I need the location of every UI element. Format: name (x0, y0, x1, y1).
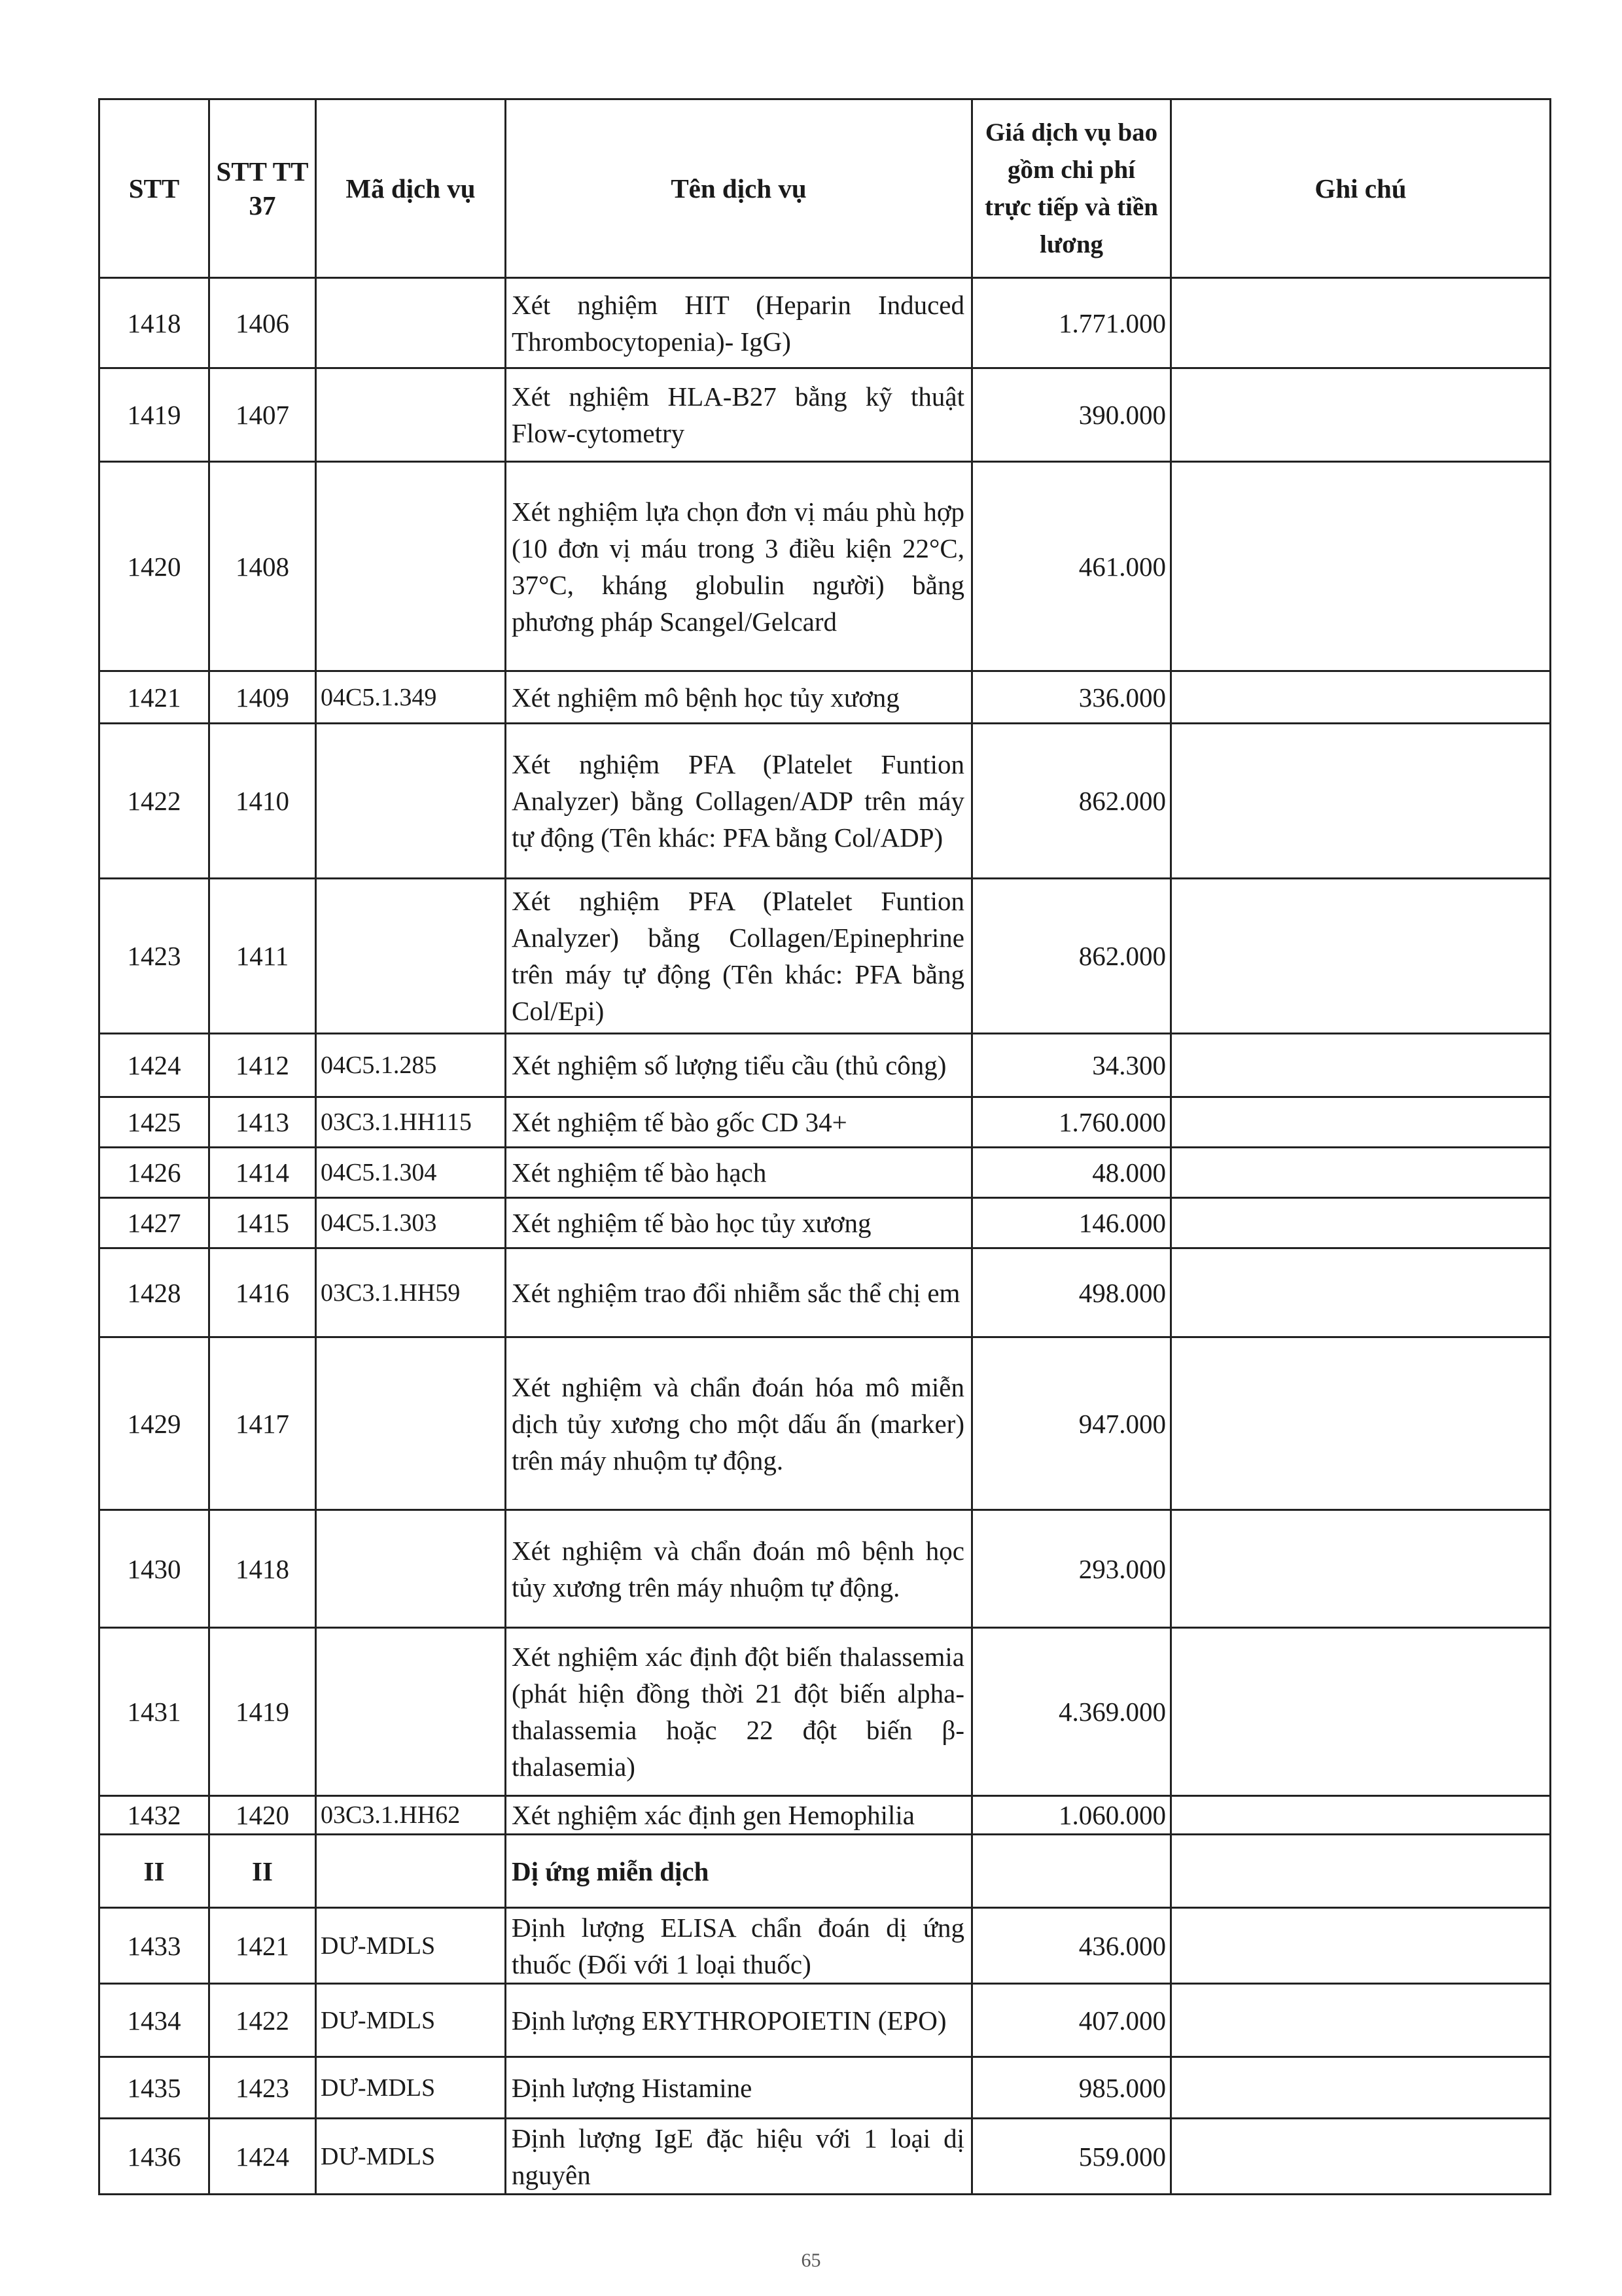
cell-price: 407.000 (972, 1984, 1171, 2057)
cell-service-name: Dị ứng miễn dịch (506, 1835, 972, 1908)
cell-note (1171, 1796, 1551, 1835)
cell-price: 498.000 (972, 1248, 1171, 1337)
section-row (99, 1835, 1551, 1908)
cell-price: 862.000 (972, 879, 1171, 1034)
cell-note (1171, 1337, 1551, 1510)
cell-service-name: Xét nghiệm và chẩn đoán hóa mô miễn dịch tủy xương cho một dấu ấn (marker) trên máy nhuộm tự động. (506, 1337, 972, 1510)
cell-price: 1.760.000 (972, 1097, 1171, 1148)
header-note: Ghi chú (1171, 99, 1551, 278)
cell-stt: 1432 (99, 1796, 209, 1835)
header-stt-tt37: STT TT 37 (209, 99, 316, 278)
table-body (99, 278, 1551, 2195)
cell-service-name: Xét nghiệm xác định gen Hemophilia (506, 1796, 972, 1835)
cell-price: 336.000 (972, 671, 1171, 724)
price-table-sheet (98, 98, 1549, 2195)
cell-note (1171, 1198, 1551, 1248)
cell-service-name: Định lượng IgE đặc hiệu với 1 loại dị nguyên (506, 2119, 972, 2195)
cell-stt-tt37: 1410 (209, 724, 316, 879)
table-row (99, 1628, 1551, 1796)
cell-service-name: Xét nghiệm số lượng tiểu cầu (thủ công) (506, 1034, 972, 1097)
table-row (99, 1034, 1551, 1097)
header-service-code: Mã dịch vụ (316, 99, 506, 278)
table-row (99, 1198, 1551, 1248)
service-price-table (98, 98, 1551, 2195)
cell-stt: 1435 (99, 2057, 209, 2119)
cell-service-name: Xét nghiệm tế bào học tủy xương (506, 1198, 972, 1248)
table-row (99, 1097, 1551, 1148)
table-row (99, 1337, 1551, 1510)
cell-note (1171, 1510, 1551, 1628)
cell-service-code: 04C5.1.303 (316, 1198, 506, 1248)
cell-service-code: 04C5.1.285 (316, 1034, 506, 1097)
cell-price: 559.000 (972, 2119, 1171, 2195)
cell-note (1171, 1835, 1551, 1908)
cell-service-code: 03C3.1.HH115 (316, 1097, 506, 1148)
cell-stt-tt37: 1408 (209, 462, 316, 671)
cell-price: 1.771.000 (972, 278, 1171, 368)
table-row (99, 1908, 1551, 1984)
cell-stt: 1433 (99, 1908, 209, 1984)
table-row (99, 1248, 1551, 1337)
cell-service-code: DƯ-MDLS (316, 1908, 506, 1984)
cell-service-name: Xét nghiệm tế bào hạch (506, 1148, 972, 1198)
table-row (99, 1984, 1551, 2057)
cell-service-name: Định lượng ELISA chẩn đoán dị ứng thuốc (Đối với 1 loại thuốc) (506, 1908, 972, 1984)
cell-stt: 1427 (99, 1198, 209, 1248)
cell-stt-tt37: 1423 (209, 2057, 316, 2119)
cell-stt-tt37: 1412 (209, 1034, 316, 1097)
header-row (99, 99, 1551, 278)
cell-service-code (316, 724, 506, 879)
cell-stt: 1426 (99, 1148, 209, 1198)
cell-stt-tt37: 1417 (209, 1337, 316, 1510)
cell-price (972, 1835, 1171, 1908)
cell-stt: 1422 (99, 724, 209, 879)
cell-stt-tt37: 1419 (209, 1628, 316, 1796)
cell-service-name: Xét nghiệm PFA (Platelet Funtion Analyzer) bằng Collagen/ADP trên máy tự động (Tên khác: PFA bằng Col/ADP) (506, 724, 972, 879)
cell-note (1171, 724, 1551, 879)
table-row (99, 724, 1551, 879)
table-row (99, 1148, 1551, 1198)
cell-stt-tt37: 1416 (209, 1248, 316, 1337)
table-row (99, 462, 1551, 671)
cell-service-name: Xét nghiệm tế bào gốc CD 34+ (506, 1097, 972, 1148)
cell-stt: 1430 (99, 1510, 209, 1628)
cell-stt-tt37: II (209, 1835, 316, 1908)
cell-stt-tt37: 1411 (209, 879, 316, 1034)
cell-stt: 1424 (99, 1034, 209, 1097)
cell-service-name: Xét nghiệm PFA (Platelet Funtion Analyzer) bằng Collagen/Epinephrine trên máy tự động (Tên khác: PFA bằng Col/Epi) (506, 879, 972, 1034)
cell-price: 947.000 (972, 1337, 1171, 1510)
table-row (99, 1796, 1551, 1835)
cell-stt: 1423 (99, 879, 209, 1034)
cell-note (1171, 1148, 1551, 1198)
cell-service-name: Xét nghiệm HIT (Heparin Induced Thrombocytopenia)- IgG) (506, 278, 972, 368)
cell-service-code (316, 1337, 506, 1510)
cell-note (1171, 1984, 1551, 2057)
cell-service-code: 03C3.1.HH59 (316, 1248, 506, 1337)
cell-note (1171, 1628, 1551, 1796)
cell-stt-tt37: 1418 (209, 1510, 316, 1628)
cell-stt-tt37: 1406 (209, 278, 316, 368)
header-stt: STT (99, 99, 209, 278)
cell-service-code: 03C3.1.HH62 (316, 1796, 506, 1835)
table-row (99, 2119, 1551, 2195)
cell-service-name: Xét nghiệm xác định đột biến thalassemia (phát hiện đồng thời 21 đột biến alpha-thalassemia hoặc 22 đột biến β-thalasemia) (506, 1628, 972, 1796)
cell-stt-tt37: 1413 (209, 1097, 316, 1148)
cell-service-name: Xét nghiệm lựa chọn đơn vị máu phù hợp (10 đơn vị máu trong 3 điều kiện 22°C, 37°C, kháng globulin người) bằng phương pháp Scangel/Gelcard (506, 462, 972, 671)
cell-stt-tt37: 1420 (209, 1796, 316, 1835)
cell-service-code: 04C5.1.304 (316, 1148, 506, 1198)
cell-note (1171, 368, 1551, 462)
cell-stt-tt37: 1414 (209, 1148, 316, 1198)
table-row (99, 368, 1551, 462)
cell-price: 862.000 (972, 724, 1171, 879)
cell-stt-tt37: 1407 (209, 368, 316, 462)
cell-price: 1.060.000 (972, 1796, 1171, 1835)
cell-service-name: Định lượng Histamine (506, 2057, 972, 2119)
cell-note (1171, 278, 1551, 368)
cell-note (1171, 462, 1551, 671)
cell-stt: 1421 (99, 671, 209, 724)
header-service-name: Tên dịch vụ (506, 99, 972, 278)
cell-stt-tt37: 1409 (209, 671, 316, 724)
cell-service-code (316, 1628, 506, 1796)
cell-service-name: Định lượng ERYTHROPOIETIN (EPO) (506, 1984, 972, 2057)
table-row (99, 671, 1551, 724)
cell-stt: 1429 (99, 1337, 209, 1510)
cell-service-name: Xét nghiệm trao đổi nhiễm sắc thể chị em (506, 1248, 972, 1337)
cell-service-code: DƯ-MDLS (316, 1984, 506, 2057)
cell-stt: 1418 (99, 278, 209, 368)
cell-price: 461.000 (972, 462, 1171, 671)
table-row (99, 278, 1551, 368)
cell-price: 146.000 (972, 1198, 1171, 1248)
page-number: 65 (801, 2250, 821, 2271)
cell-price: 390.000 (972, 368, 1171, 462)
cell-service-code (316, 368, 506, 462)
table-row (99, 2057, 1551, 2119)
cell-stt: II (99, 1835, 209, 1908)
cell-stt: 1434 (99, 1984, 209, 2057)
cell-stt-tt37: 1415 (209, 1198, 316, 1248)
cell-service-name: Xét nghiệm mô bệnh học tủy xương (506, 671, 972, 724)
cell-stt: 1425 (99, 1097, 209, 1148)
cell-price: 4.369.000 (972, 1628, 1171, 1796)
cell-stt-tt37: 1424 (209, 2119, 316, 2195)
cell-price: 48.000 (972, 1148, 1171, 1198)
cell-stt: 1419 (99, 368, 209, 462)
cell-service-code (316, 462, 506, 671)
cell-price: 436.000 (972, 1908, 1171, 1984)
cell-stt: 1428 (99, 1248, 209, 1337)
cell-stt: 1431 (99, 1628, 209, 1796)
cell-stt-tt37: 1422 (209, 1984, 316, 2057)
cell-service-name: Xét nghiệm và chẩn đoán mô bệnh học tủy xương trên máy nhuộm tự động. (506, 1510, 972, 1628)
cell-service-name: Xét nghiệm HLA-B27 bằng kỹ thuật Flow-cytometry (506, 368, 972, 462)
cell-service-code: 04C5.1.349 (316, 671, 506, 724)
cell-note (1171, 1248, 1551, 1337)
cell-service-code (316, 879, 506, 1034)
cell-service-code (316, 1510, 506, 1628)
cell-note (1171, 1034, 1551, 1097)
cell-price: 293.000 (972, 1510, 1171, 1628)
cell-note (1171, 879, 1551, 1034)
cell-service-code (316, 278, 506, 368)
table-row (99, 1510, 1551, 1628)
cell-note (1171, 1908, 1551, 1984)
cell-stt: 1436 (99, 2119, 209, 2195)
table-row (99, 879, 1551, 1034)
cell-price: 985.000 (972, 2057, 1171, 2119)
cell-service-code: DƯ-MDLS (316, 2057, 506, 2119)
cell-note (1171, 1097, 1551, 1148)
cell-note (1171, 2119, 1551, 2195)
header-price: Giá dịch vụ bao gồm chi phí trực tiếp và tiền lương (972, 99, 1171, 278)
cell-stt-tt37: 1421 (209, 1908, 316, 1984)
cell-note (1171, 671, 1551, 724)
cell-service-code (316, 1835, 506, 1908)
cell-stt: 1420 (99, 462, 209, 671)
cell-service-code: DƯ-MDLS (316, 2119, 506, 2195)
cell-price: 34.300 (972, 1034, 1171, 1097)
cell-note (1171, 2057, 1551, 2119)
